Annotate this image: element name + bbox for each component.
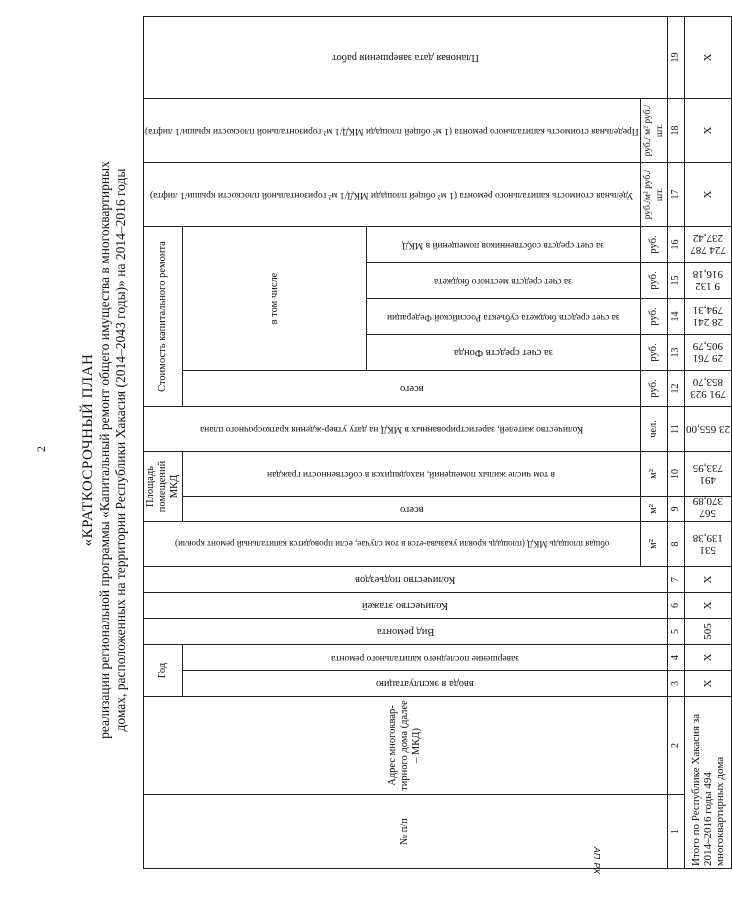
total-cost-owners: 724 787 237,42 [684,226,731,262]
unit-15: руб. [640,263,667,299]
header-year-group: Год [144,645,183,697]
unit-8: м² [640,522,667,567]
col-number: 2 [667,697,684,795]
total-cost-fund: 29 761 905,79 [684,335,731,371]
header-cost-group: Стоимость капитального ремонта [144,226,183,406]
total-commission-year: Х [684,671,731,697]
page-title: «КРАТКОСРОЧНЫЙ ПЛАН [80,353,96,547]
col-number: 11 [667,407,684,452]
header-owners: за счет средств собственников помещений в МКД [367,226,641,262]
unit-10: м² [640,452,667,497]
unit-14: руб. [640,299,667,335]
header-repair-type: Вид ремонта [144,619,668,645]
header-regional-budget: за счет средств бюджета субъекта Российской Федерации [367,299,641,335]
header-local-budget: за счет средств местного бюджета [367,263,641,299]
total-repair-type: 505 [684,619,731,645]
archive-stamp: АП РХ [592,847,602,875]
unit-13: руб. [640,335,667,371]
header-including: в том числе [183,226,367,370]
col-number: 18 [667,98,684,162]
header-total-area: общая площадь МКД (площадь кровли указыва-ется в том случае, если проводится капитальный ремонт кровли) [144,522,641,567]
total-row-label: Итого по Республике Хакасия за 2014–2016 годы 494 многоквартирных дома [684,697,731,869]
col-number: 4 [667,645,684,671]
header-end-date: Плановая дата завершения работ [144,16,668,98]
col-number: 14 [667,299,684,335]
header-max-cost: Предельная стоимость капитального ремонта (1 м² общей площади МКД/1 м² горизонтальной плоскости крыши/1 лифта) [144,98,641,162]
total-end-date: Х [684,16,731,98]
header-unit-cost: Удельная стоимость капитального ремонта (1 м² общей площади МКД/1 м² горизонтальной плоскости крыши/1 лифта) [144,162,641,226]
col-number: 9 [667,497,684,522]
col-number: 3 [667,671,684,697]
col-number: 6 [667,593,684,619]
header-num: № п/п [144,795,668,869]
col-number: 13 [667,335,684,371]
col-number: 19 [667,16,684,98]
header-floors: Количество этажей [144,593,668,619]
header-fund: за счет средств Фонда [367,335,641,371]
total-area-all: 567 370,89 [684,497,731,522]
col-number: 10 [667,452,684,497]
title-line-2: реализации региональной программы «Капитальный ремонт общего имущества в многоквартирных [97,161,112,739]
total-row [684,16,731,868]
unit-16: руб. [640,226,667,262]
unit-11: чел. [640,407,667,452]
total-max-cost: Х [684,98,731,162]
unit-17: руб./м² руб./шт. [640,162,667,226]
column-number-row [667,16,684,868]
total-cost-regional: 28 241 794,31 [684,299,731,335]
col-number: 1 [667,795,684,869]
unit-18: руб./ м² руб./шт. [640,98,667,162]
header-area-owned: в том числе жилых помещений, находящихся в собственности граждан [183,452,641,497]
total-area-owned: 491 733,95 [684,452,731,497]
header-entrances: Количество подъездов [144,567,668,593]
plan-table [143,16,732,869]
header-area-group: Площадь помещений МКД [144,452,183,522]
col-number: 5 [667,619,684,645]
col-number: 15 [667,263,684,299]
total-area: 531 139,38 [684,522,731,567]
header-address: Адрес многоквар-тирного дома (далее – МКД) [144,697,668,795]
title-line-3: домах, расположенных на территории Республики Хакасия (2014–2043 годы)» на 2014–2016 годы [113,168,128,732]
total-cost-local: 9 132 916,18 [684,263,731,299]
total-cost: 791 923 853,70 [684,371,731,407]
total-floors: Х [684,593,731,619]
header-residents: Количество жителей, зарегистрированных в МКД на дату утвер-ждения краткосрочного плана [144,407,641,452]
total-entrances: Х [684,567,731,593]
col-number: 17 [667,162,684,226]
total-residents: 23 655,00 [684,407,731,452]
col-number: 12 [667,371,684,407]
col-number: 16 [667,226,684,262]
total-unit-cost: Х [684,162,731,226]
col-number: 8 [667,522,684,567]
unit-9: м² [640,497,667,522]
total-last-repair: Х [684,645,731,671]
header-cost-total: всего [183,371,641,407]
page-number: 2 [34,446,48,452]
col-number: 7 [667,567,684,593]
header-area-total: всего [183,497,641,522]
unit-12: руб. [640,371,667,407]
header-last-repair-year: завершение последнего капитального ремонта [183,645,668,671]
header-commission-year: ввода в эксплуатацию [183,671,668,697]
